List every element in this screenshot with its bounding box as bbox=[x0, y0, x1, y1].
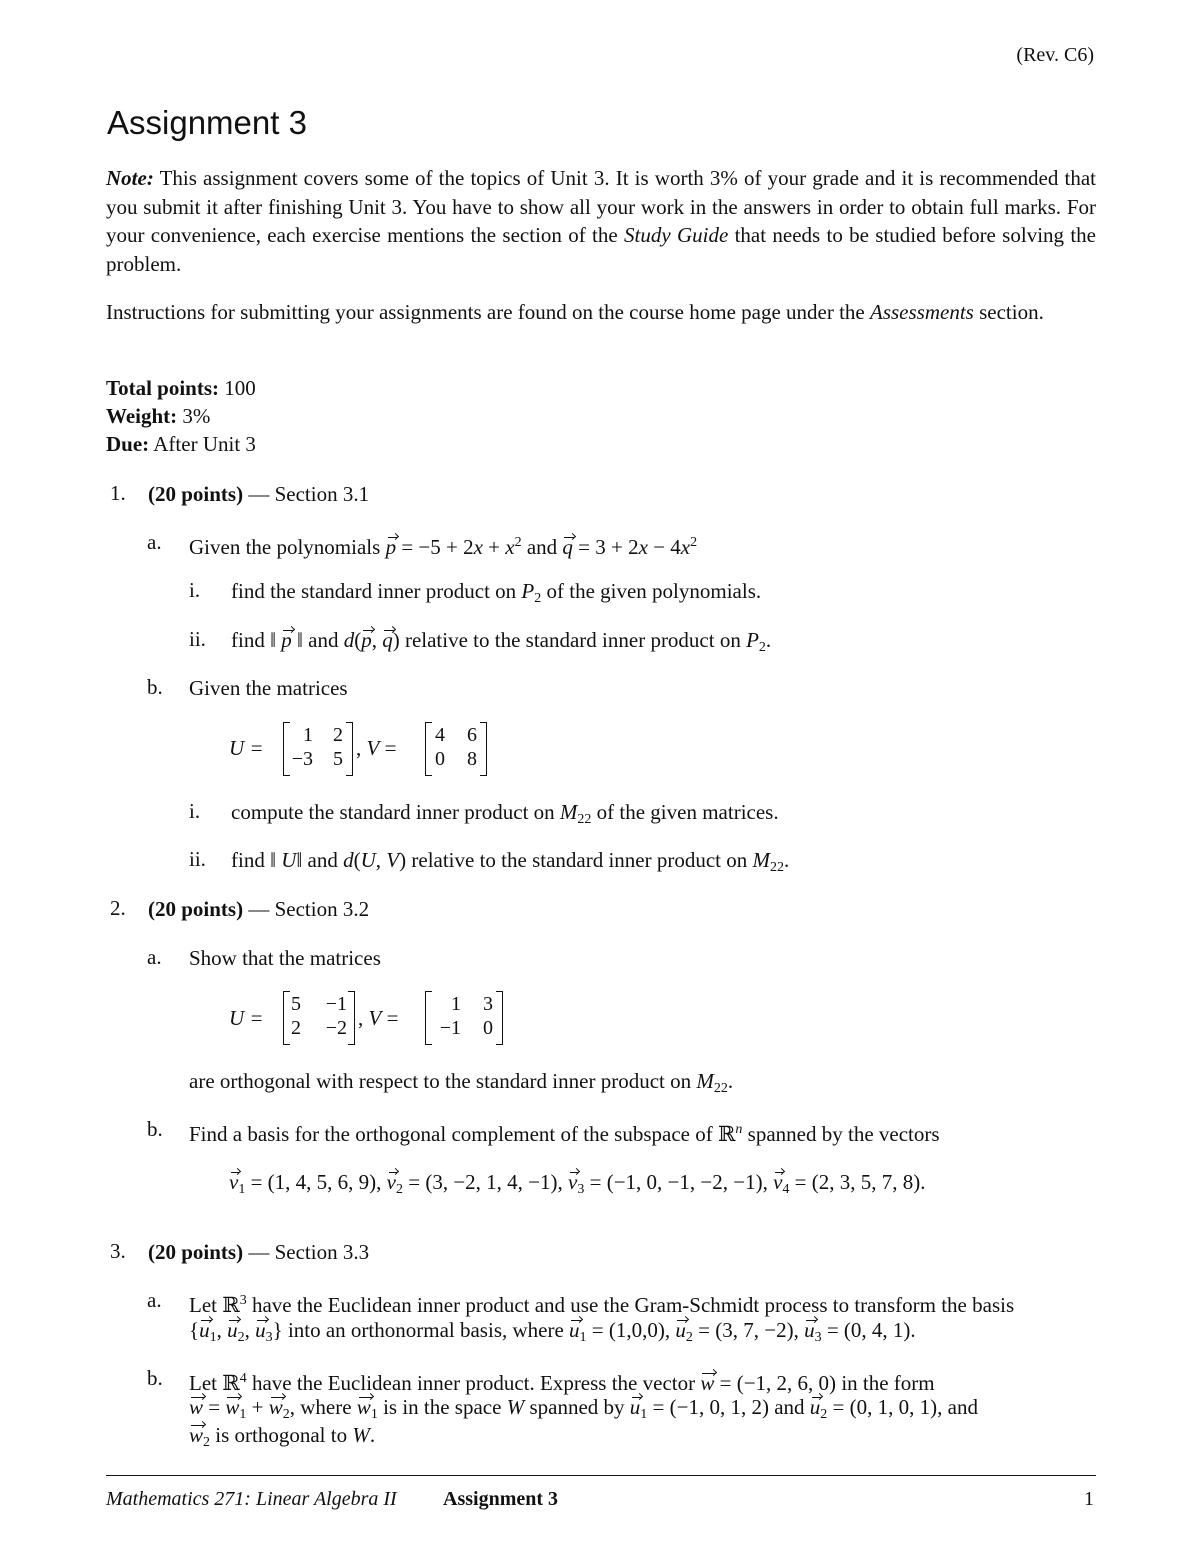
intro-note bbox=[106, 164, 1096, 278]
q1-U-label: U = bbox=[229, 736, 264, 760]
q1-V-matrix: 4 6 0 8 bbox=[425, 722, 487, 774]
q3b-line3: $w_2$ is orthogonal to W. bbox=[189, 1423, 376, 1450]
q1b-label: b. bbox=[147, 675, 163, 699]
instr-text-2: section. bbox=[973, 300, 1044, 324]
total-points: Total points: 100 bbox=[106, 376, 256, 400]
q2a-after: are orthogonal with respect to the standard inner product on $M_{22}$. bbox=[189, 1069, 734, 1096]
q1bii-text: find ‖ U‖ and d(U, V) relative to the standard inner product on $M_{22}$. bbox=[231, 848, 790, 875]
q1a-text: Given the polynomials $p = -5 + 2x + x^2$ and $q = 3 + 2x - 4x^2$ bbox=[189, 535, 698, 559]
q3b-label: b. bbox=[147, 1366, 163, 1390]
q3b-line2: $w = w_1 + w_2$, where $w_1$ is in the space W spanned by $u_1 = (-1$, 0, 1, 2) and $u_2 = (0$, 1, 0, 1), and bbox=[189, 1395, 978, 1422]
q1b-text: Given the matrices bbox=[189, 676, 348, 700]
q2-vectors: $v_1 = (1$, 4, 5, 6, 9), $v_2 = (3$, −2, 1, 4, −1), $v_3 = (-1$, 0, −1, −2, −1), $v_4 = (2$, 3, 5, 7, 8). bbox=[229, 1170, 926, 1197]
footer-doc: Assignment 3 bbox=[443, 1488, 559, 1510]
q2-V-matrix: 1 3 −1 0 bbox=[425, 991, 503, 1043]
q1a-label: a. bbox=[147, 530, 162, 554]
q3-heading: (20 points) — Section 3.3 bbox=[148, 1240, 370, 1264]
footer-course: Mathematics 271: Linear Algebra II bbox=[106, 1488, 397, 1510]
q3a-line1: Let ℝ$^3$ have the Euclidean inner product and use the Gram-Schmidt process to transform the basis bbox=[189, 1293, 1015, 1317]
note-italic: Study Guide bbox=[623, 223, 729, 247]
q1-V-label: , V = bbox=[356, 736, 397, 760]
q3a-line2: {$u_1$, $u_2$, $u_3$} into an orthonormal basis, where $u_1 = (1,0,0)$, $u_2 = (3$, 7, −2), $u_3 = (0$, 4, 1). bbox=[189, 1318, 916, 1345]
q1aii-label: ii. bbox=[189, 627, 206, 651]
instr-text-1: Instructions for submitting your assignments are found on the course home page under the bbox=[106, 300, 870, 324]
q2-U-matrix: 5 −1 2 −2 bbox=[283, 991, 355, 1043]
intro-instructions bbox=[106, 298, 1096, 327]
footer-page-number: 1 bbox=[1084, 1488, 1094, 1510]
q3a-label: a. bbox=[147, 1288, 162, 1312]
q1aii-text: find ‖ p ‖ and d(p, q) relative to the standard inner product on $P_2$. bbox=[231, 628, 772, 655]
revision-label: (Rev. C6) bbox=[1016, 44, 1094, 66]
q1-number: 1. bbox=[110, 481, 126, 505]
note-text-2: that needs to be studied before solving the problem. bbox=[106, 223, 1096, 276]
page-title: Assignment 3 bbox=[107, 104, 307, 141]
q1-U-matrix: 1 2 −3 5 bbox=[283, 722, 353, 774]
q3-number: 3. bbox=[110, 1239, 126, 1263]
q2-heading: (20 points) — Section 3.2 bbox=[148, 897, 370, 921]
q2a-text: Show that the matrices bbox=[189, 946, 381, 970]
note-text-1: This assignment covers some of the topics of Unit 3. It is worth 3% of your grade and it is recommended that you submit it after finishing Unit 3. You have to show all your work in the answers in order to obtain full marks. For your convenience, each exercise mentions the section of the bbox=[106, 166, 1096, 247]
q1-heading: (20 points) — Section 3.1 bbox=[148, 482, 370, 506]
weight: Weight: 3% bbox=[106, 404, 211, 428]
q3b-line1: Let ℝ$^4$ have the Euclidean inner product. Express the vector w = (−1, 2, 6, 0) in the form bbox=[189, 1371, 935, 1395]
instr-italic: Assessments bbox=[870, 300, 974, 324]
note-label: Note: bbox=[106, 166, 154, 190]
due: Due: After Unit 3 bbox=[106, 432, 256, 456]
q1ai-text: find the standard inner product on $P_2$ of the given polynomials. bbox=[231, 579, 762, 606]
footer-rule bbox=[106, 1475, 1096, 1476]
q1bi-label: i. bbox=[189, 799, 201, 823]
q2-U-label: U = bbox=[229, 1006, 264, 1030]
q2-V-label: , V = bbox=[358, 1006, 399, 1030]
q1bi-text: compute the standard inner product on $M_{22}$ of the given matrices. bbox=[231, 800, 779, 827]
q1ai-label: i. bbox=[189, 578, 201, 602]
q1bii-label: ii. bbox=[189, 847, 206, 871]
q2b-label: b. bbox=[147, 1117, 163, 1141]
q2b-text: Find a basis for the orthogonal complement of the subspace of ℝ$^n$ spanned by the vectors bbox=[189, 1122, 940, 1146]
q2a-label: a. bbox=[147, 945, 162, 969]
q2-number: 2. bbox=[110, 896, 126, 920]
